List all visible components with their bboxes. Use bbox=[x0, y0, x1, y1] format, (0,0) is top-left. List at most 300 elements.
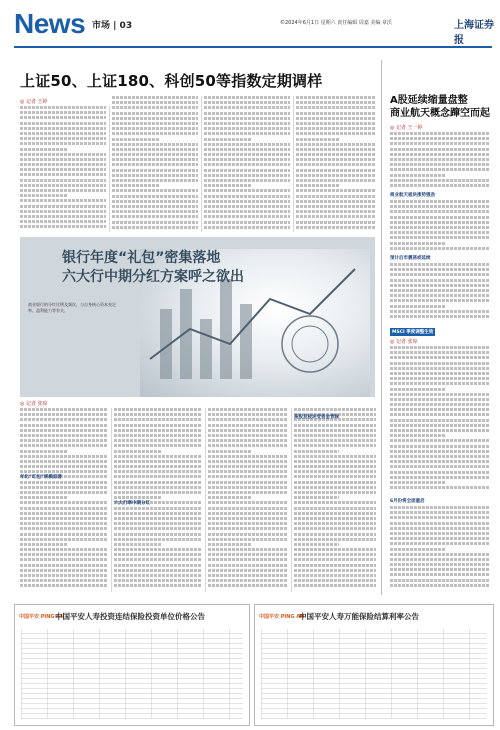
body-text-line bbox=[204, 210, 290, 213]
body-text-line bbox=[390, 273, 490, 276]
body-text-line bbox=[112, 200, 198, 203]
body-text-line bbox=[296, 179, 376, 182]
body-text-line bbox=[112, 215, 198, 218]
body-text-line bbox=[204, 169, 290, 172]
body-text-line bbox=[208, 584, 288, 587]
body-text-line bbox=[20, 429, 108, 432]
body-text-line bbox=[294, 486, 376, 489]
body-text-line bbox=[208, 455, 288, 458]
body-text-line bbox=[296, 96, 376, 99]
body-text-line bbox=[208, 475, 288, 478]
body-text-line bbox=[114, 434, 202, 437]
body-text-line bbox=[208, 543, 252, 546]
body-text-line bbox=[114, 538, 202, 541]
main-article-column-2 bbox=[112, 96, 198, 232]
body-text-line bbox=[114, 429, 202, 432]
body-text-line bbox=[20, 491, 108, 494]
body-text-line bbox=[390, 419, 490, 422]
body-text-line bbox=[114, 491, 202, 494]
body-text-line bbox=[20, 106, 106, 109]
column-divider bbox=[293, 96, 294, 232]
body-text-line bbox=[204, 163, 290, 166]
body-text-line bbox=[114, 569, 202, 572]
body-text-line bbox=[294, 533, 376, 536]
body-text-line bbox=[208, 465, 288, 468]
body-text-line bbox=[390, 294, 490, 297]
body-text-line bbox=[20, 408, 108, 411]
body-text-line bbox=[296, 101, 376, 104]
body-text-line bbox=[20, 179, 106, 182]
body-text-line bbox=[296, 163, 376, 166]
body-text-line bbox=[114, 564, 202, 567]
body-text-line bbox=[294, 507, 376, 510]
body-text-line bbox=[296, 138, 340, 141]
body-text-line bbox=[20, 184, 106, 187]
ad-left bbox=[14, 604, 250, 726]
body-text-line bbox=[112, 106, 198, 109]
side-column-text-3 bbox=[390, 263, 490, 323]
body-text-line bbox=[296, 174, 376, 177]
body-text-line bbox=[114, 460, 202, 463]
feature-byline: ◎ 记者 张琼 bbox=[20, 401, 48, 407]
body-text-line bbox=[20, 413, 108, 416]
body-text-line bbox=[114, 470, 202, 473]
body-text-line bbox=[390, 153, 490, 156]
body-text-line bbox=[114, 548, 202, 551]
body-text-line bbox=[208, 486, 288, 489]
feature-column-3 bbox=[208, 408, 288, 592]
body-text-line bbox=[204, 148, 290, 151]
body-text-line bbox=[114, 408, 202, 411]
body-text-line bbox=[390, 568, 490, 571]
ad-right-logo: 中国平安 PING AN bbox=[259, 614, 305, 620]
body-text-line bbox=[390, 471, 490, 474]
body-text-line bbox=[390, 506, 490, 509]
body-text-line bbox=[114, 455, 202, 458]
body-text-line bbox=[20, 579, 108, 582]
body-text-line bbox=[114, 533, 202, 536]
body-text-line bbox=[294, 501, 376, 504]
body-text-line bbox=[20, 116, 106, 119]
body-text-line bbox=[208, 460, 288, 463]
body-text-line bbox=[296, 127, 376, 130]
ad-left-logo: 中国平安 PING AN bbox=[19, 614, 65, 620]
body-text-line bbox=[390, 434, 445, 437]
body-text-line bbox=[390, 460, 490, 463]
body-text-line bbox=[390, 388, 445, 391]
body-text-line bbox=[20, 496, 68, 499]
feature-subhead-3: 高股息板块受资金青睐 bbox=[294, 415, 339, 420]
body-text-line bbox=[20, 127, 106, 130]
body-text-line bbox=[20, 225, 106, 228]
body-text-line bbox=[112, 163, 198, 166]
body-text-line bbox=[390, 362, 490, 365]
body-text-line bbox=[294, 465, 376, 468]
body-text-line bbox=[20, 527, 108, 530]
body-text-line bbox=[208, 491, 288, 494]
feature-caption: 商业银行的分红比例及频次，与自身核心资本充足率、盈利能力等有关。 bbox=[28, 302, 116, 313]
body-text-line bbox=[20, 486, 108, 489]
body-text-line bbox=[20, 111, 106, 114]
body-text-line bbox=[204, 200, 290, 203]
side-column-text-2 bbox=[390, 200, 490, 252]
body-text-line bbox=[390, 486, 490, 489]
body-text-line bbox=[114, 579, 202, 582]
body-text-line bbox=[20, 450, 68, 453]
body-text-line bbox=[204, 189, 290, 192]
body-text-line bbox=[112, 143, 198, 146]
body-text-line bbox=[204, 143, 290, 146]
body-text-line bbox=[390, 511, 490, 514]
body-text-line bbox=[390, 263, 490, 266]
body-text-line bbox=[114, 475, 202, 478]
body-text-line bbox=[112, 96, 198, 99]
body-text-line bbox=[296, 169, 376, 172]
body-text-line bbox=[112, 138, 159, 141]
body-text-line bbox=[112, 101, 198, 104]
body-text-line bbox=[296, 112, 376, 115]
feature-title-line-1: 银行年度“礼包”密集落地 bbox=[62, 250, 221, 266]
body-text-line bbox=[20, 163, 106, 166]
masthead: 上海证券报 bbox=[454, 20, 494, 46]
body-text-line bbox=[390, 236, 490, 239]
body-text-line bbox=[20, 210, 106, 213]
body-text-line bbox=[390, 516, 490, 519]
body-text-line bbox=[208, 579, 288, 582]
body-text-line bbox=[204, 101, 290, 104]
body-text-line bbox=[296, 153, 376, 156]
body-text-line bbox=[204, 158, 290, 161]
side-byline: ◎ 记者 王一婷 bbox=[390, 125, 423, 131]
body-text-line bbox=[112, 153, 198, 156]
body-text-line bbox=[204, 184, 251, 187]
column-divider bbox=[291, 408, 292, 592]
body-text-line bbox=[114, 512, 202, 515]
body-text-line bbox=[296, 195, 376, 198]
body-text-line bbox=[390, 563, 490, 566]
body-text-line bbox=[390, 537, 490, 540]
body-text-line bbox=[114, 450, 162, 453]
body-text-line bbox=[294, 548, 376, 551]
body-text-line bbox=[20, 460, 108, 463]
body-text-line bbox=[20, 168, 106, 171]
body-text-line bbox=[294, 564, 376, 567]
body-text-line bbox=[20, 455, 108, 458]
body-text-line bbox=[20, 220, 106, 223]
body-text-line bbox=[390, 356, 490, 359]
body-text-line bbox=[296, 184, 340, 187]
body-text-line bbox=[390, 398, 490, 401]
body-text-line bbox=[20, 189, 106, 192]
feature-column-4 bbox=[294, 408, 376, 592]
body-text-line bbox=[204, 153, 290, 156]
body-text-line bbox=[390, 393, 490, 396]
side-column-text-4 bbox=[390, 346, 490, 494]
body-text-line bbox=[296, 221, 376, 224]
ad-right bbox=[254, 604, 494, 726]
body-text-line bbox=[390, 142, 490, 145]
body-text-line bbox=[296, 122, 376, 125]
ad-right-title: 中国平安人寿万能保险结算利率公告 bbox=[299, 612, 419, 621]
body-text-line bbox=[294, 475, 376, 478]
body-text-line bbox=[112, 122, 198, 125]
body-text-line bbox=[208, 444, 288, 447]
body-text-line bbox=[20, 199, 106, 202]
body-text-line bbox=[294, 455, 376, 458]
body-text-line bbox=[208, 408, 288, 411]
body-text-line bbox=[20, 548, 108, 551]
body-text-line bbox=[208, 429, 288, 432]
body-text-line bbox=[390, 367, 490, 370]
body-text-line bbox=[390, 268, 490, 271]
body-text-line bbox=[390, 558, 490, 561]
body-text-line bbox=[112, 189, 198, 192]
body-text-line bbox=[294, 470, 376, 473]
ad-right-table bbox=[261, 629, 487, 719]
body-text-line bbox=[20, 564, 108, 567]
body-text-line bbox=[390, 439, 490, 442]
body-text-line bbox=[208, 574, 288, 577]
body-text-line bbox=[208, 507, 288, 510]
body-text-line bbox=[112, 226, 198, 229]
body-text-line bbox=[294, 558, 376, 561]
body-text-line bbox=[112, 179, 198, 182]
body-text-line bbox=[20, 558, 108, 561]
feature-subhead-1: 年化“红包”规模显著 bbox=[20, 475, 62, 480]
body-text-line bbox=[294, 496, 339, 499]
feature-column-1 bbox=[20, 408, 108, 592]
body-text-line bbox=[20, 434, 108, 437]
body-text-line bbox=[390, 382, 490, 385]
side-subhead-4: 6月份将全面重启 bbox=[390, 499, 425, 504]
body-text-line bbox=[114, 574, 202, 577]
body-text-line bbox=[20, 173, 106, 176]
body-text-line bbox=[20, 142, 106, 145]
section-label: 市场 | 03 bbox=[92, 21, 133, 31]
body-text-line bbox=[204, 132, 290, 135]
body-text-line bbox=[294, 553, 376, 556]
body-text-line bbox=[20, 543, 68, 546]
body-text-line bbox=[20, 418, 108, 421]
body-text-line bbox=[390, 221, 490, 224]
body-text-line bbox=[114, 507, 202, 510]
body-text-line bbox=[20, 122, 106, 125]
body-text-line bbox=[294, 543, 339, 546]
body-text-line bbox=[390, 476, 490, 479]
body-text-line bbox=[20, 132, 106, 135]
section-logo: News bbox=[14, 8, 86, 39]
body-text-line bbox=[208, 564, 288, 567]
body-text-line bbox=[208, 553, 288, 556]
body-text-line bbox=[294, 444, 376, 447]
body-text-line bbox=[20, 424, 108, 427]
body-text-line bbox=[390, 465, 490, 468]
body-text-line bbox=[204, 174, 290, 177]
body-text-line bbox=[390, 231, 490, 234]
body-text-line bbox=[390, 132, 490, 135]
body-text-line bbox=[20, 205, 106, 208]
body-text-line bbox=[390, 310, 490, 313]
body-text-line bbox=[390, 372, 490, 375]
body-text-line bbox=[20, 481, 108, 484]
body-text-line bbox=[390, 553, 490, 556]
body-text-line bbox=[390, 200, 490, 203]
body-text-line bbox=[390, 168, 490, 171]
body-text-line bbox=[204, 195, 290, 198]
side-title-line-1: A股延续缩量盘整 bbox=[390, 95, 468, 106]
date-line: ©2024年6月1日 星期六 責任编辑 周嘉 美编 章沃 bbox=[280, 20, 393, 26]
body-text-line bbox=[294, 460, 376, 463]
body-text-line bbox=[390, 522, 490, 525]
body-text-line bbox=[20, 507, 108, 510]
body-text-line bbox=[114, 465, 202, 468]
main-article-column-1 bbox=[20, 106, 106, 232]
body-text-line bbox=[390, 279, 490, 282]
body-text-line bbox=[20, 158, 106, 161]
body-text-line bbox=[296, 143, 376, 146]
body-text-line bbox=[208, 450, 252, 453]
body-text-line bbox=[390, 584, 490, 587]
body-text-line bbox=[390, 158, 490, 161]
body-text-line bbox=[390, 351, 490, 354]
body-text-line bbox=[390, 573, 490, 576]
main-article-column-3 bbox=[204, 96, 290, 232]
body-text-line bbox=[114, 496, 162, 499]
body-text-line bbox=[114, 517, 202, 520]
body-text-line bbox=[20, 522, 108, 525]
body-text-line bbox=[20, 501, 108, 504]
body-text-line bbox=[20, 148, 67, 151]
body-text-line bbox=[390, 424, 490, 427]
body-text-line bbox=[114, 584, 202, 587]
body-text-line bbox=[20, 444, 108, 447]
feature-subhead-2: 六大行率中期分红 bbox=[114, 501, 150, 506]
side-byline-2: ◎ 记者 张琼 bbox=[390, 339, 418, 345]
body-text-line bbox=[204, 221, 290, 224]
body-text-line bbox=[390, 242, 445, 245]
body-text-line bbox=[294, 408, 376, 411]
body-text-line bbox=[20, 517, 108, 520]
body-text-line bbox=[294, 517, 376, 520]
body-text-line bbox=[112, 205, 198, 208]
body-text-line bbox=[208, 481, 288, 484]
body-text-line bbox=[112, 210, 198, 213]
body-text-line bbox=[20, 553, 108, 556]
body-text-line bbox=[20, 153, 106, 156]
body-text-line bbox=[112, 174, 198, 177]
body-text-line bbox=[20, 439, 108, 442]
body-text-line bbox=[112, 117, 198, 120]
body-text-line bbox=[20, 574, 108, 577]
body-text-line bbox=[390, 377, 490, 380]
ad-left-table bbox=[21, 629, 243, 719]
body-text-line bbox=[114, 522, 202, 525]
body-text-line bbox=[20, 512, 108, 515]
header-rule bbox=[14, 46, 492, 48]
side-subhead-1: 商业航天板块涨势强劲 bbox=[390, 193, 435, 198]
side-divider bbox=[381, 60, 382, 595]
column-divider bbox=[111, 408, 112, 592]
body-text-line bbox=[390, 284, 490, 287]
body-text-line bbox=[390, 445, 490, 448]
body-text-line bbox=[112, 221, 198, 224]
body-text-line bbox=[294, 512, 376, 515]
body-text-line bbox=[296, 200, 376, 203]
body-text-line bbox=[20, 137, 106, 140]
body-text-line bbox=[390, 179, 490, 182]
body-text-line bbox=[294, 424, 376, 427]
body-text-line bbox=[114, 413, 202, 416]
body-text-line bbox=[294, 574, 376, 577]
body-text-line bbox=[112, 195, 198, 198]
body-text-line bbox=[20, 533, 108, 536]
body-text-line bbox=[204, 96, 290, 99]
body-text-line bbox=[114, 527, 202, 530]
body-text-line bbox=[114, 444, 202, 447]
feature-title-line-2: 六大行中期分红方案呼之欲出 bbox=[62, 269, 244, 285]
body-text-line bbox=[390, 305, 445, 308]
main-headline: 上证50、上证180、科创50等指数定期调样 bbox=[20, 72, 323, 90]
side-title-line-2: 商业航天概念蹿空而起 bbox=[390, 108, 490, 119]
body-text-line bbox=[294, 522, 376, 525]
body-text-line bbox=[114, 418, 202, 421]
side-subhead-3: MSCI 季度调整生效 bbox=[392, 330, 434, 335]
body-text-line bbox=[208, 496, 252, 499]
body-text-line bbox=[114, 439, 202, 442]
body-text-line bbox=[390, 184, 490, 187]
body-text-line bbox=[390, 289, 490, 292]
column-divider bbox=[201, 96, 202, 232]
body-text-line bbox=[390, 579, 490, 582]
body-text-line bbox=[296, 205, 376, 208]
body-text-line bbox=[112, 184, 159, 187]
body-text-line bbox=[296, 215, 376, 218]
body-text-line bbox=[208, 413, 288, 416]
body-text-line bbox=[204, 205, 290, 208]
column-divider bbox=[205, 408, 206, 592]
body-text-line bbox=[390, 527, 490, 530]
body-text-line bbox=[208, 527, 288, 530]
body-text-line bbox=[112, 169, 198, 172]
body-text-line bbox=[204, 127, 290, 130]
body-text-line bbox=[112, 112, 198, 115]
body-text-line bbox=[390, 247, 490, 250]
main-article-column-4 bbox=[296, 96, 376, 232]
body-text-line bbox=[114, 543, 162, 546]
body-text-line bbox=[20, 194, 67, 197]
body-text-line bbox=[204, 122, 290, 125]
ad-left-title: 中国平安人寿投资连结保险投资单位价格公告 bbox=[55, 612, 205, 621]
column-divider bbox=[109, 106, 110, 232]
body-text-line bbox=[390, 205, 490, 208]
body-text-line bbox=[294, 481, 376, 484]
body-text-line bbox=[114, 486, 202, 489]
body-text-line bbox=[296, 189, 376, 192]
body-text-line bbox=[390, 210, 490, 213]
body-text-line bbox=[114, 553, 202, 556]
body-text-line bbox=[390, 148, 490, 151]
body-text-line bbox=[390, 532, 490, 535]
body-text-line bbox=[390, 413, 490, 416]
body-text-line bbox=[390, 216, 490, 219]
body-text-line bbox=[390, 315, 490, 318]
body-text-line bbox=[296, 226, 376, 229]
body-text-line bbox=[20, 465, 108, 468]
body-text-line bbox=[114, 558, 202, 561]
body-text-line bbox=[294, 538, 376, 541]
side-subhead-2: 预计后市震荡或延续 bbox=[390, 256, 431, 261]
body-text-line bbox=[390, 226, 490, 229]
